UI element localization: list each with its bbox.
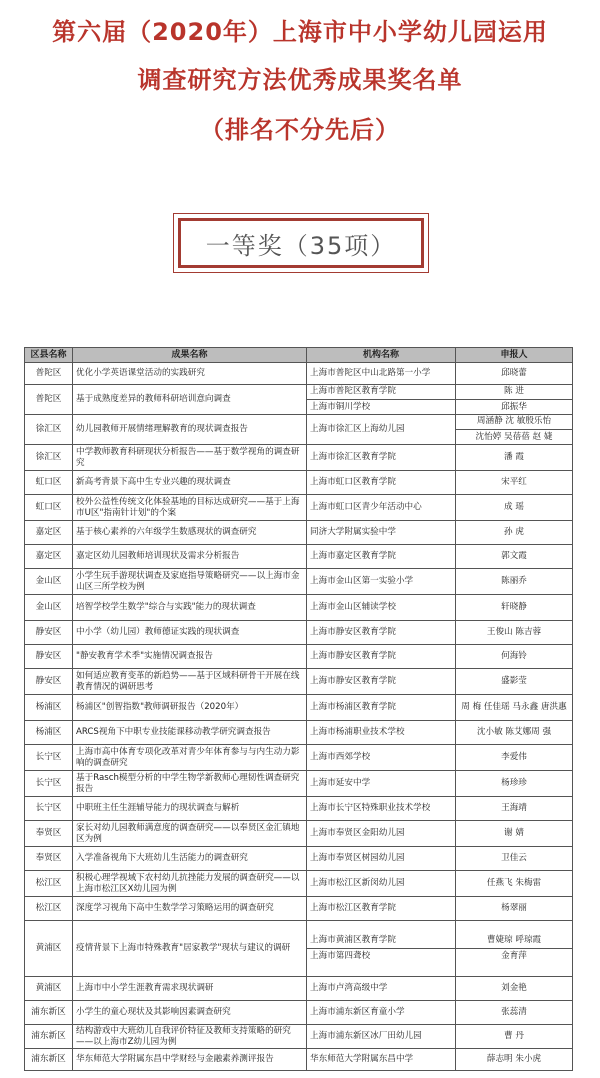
cell-org [307,645,456,669]
cell-title: 中学教师教育科研现状分析报告——基于数学视角的调查研究 [73,445,307,471]
org-list [310,574,452,589]
applicant-name: 金育萍 [456,948,572,964]
applicant-list [459,1005,569,1020]
table-row [25,871,573,897]
table-row [25,721,573,745]
applicant-list [459,549,569,564]
cell-title: 如何适应教育变革的新趋势——基于区域科研骨干开展在线教育情况的调研思考 [73,669,307,695]
applicant-list [459,500,569,515]
cell-applicant [456,847,573,871]
org-name: 上海市杨浦区教育学院 [310,702,396,712]
cell-title: 优化小学英语课堂活动的实践研究 [73,363,307,385]
cell-applicant [456,545,573,569]
org-name: 上海市静安区教育学院 [310,651,396,661]
cell-org [307,595,456,621]
org-list [310,450,452,465]
cell-org [307,821,456,847]
applicant-list [459,981,569,996]
table-row [25,921,573,977]
applicant-list [459,933,569,964]
awards-table [24,347,573,1071]
applicant-list [459,1052,569,1067]
cell-title: 小学生的童心现状及其影响因素调查研究 [73,1001,307,1025]
cell-org [307,363,456,385]
applicant-name: 曹婕琼 呼琼霞 [486,935,542,945]
applicant-name: 潘 霞 [504,452,524,462]
cell-applicant [456,645,573,669]
cell-applicant [456,797,573,821]
org-list [310,649,452,664]
applicant-name: 王俊山 陈吉蓉 [486,627,542,637]
org-name: 上海市嘉定区教育学院 [310,551,396,561]
cell-title: 基于核心素养的六年级学生数感现状的调查研究 [73,521,307,545]
org-list [310,600,452,615]
cell-org [307,745,456,771]
org-list [310,549,452,564]
cell-org [307,621,456,645]
heading-line-1: 第六届（2020年）上海市中小学幼儿园运用 [52,18,548,46]
table-row [25,1049,573,1071]
applicant-name: 孙 虎 [504,527,524,537]
cell-org [307,445,456,471]
table-header-row [25,348,573,363]
cell-district: 徐汇区 [25,415,73,445]
cell-district: 普陀区 [25,363,73,385]
cell-org [307,1001,456,1025]
cell-district: 虹口区 [25,495,73,521]
cell-district: 嘉定区 [25,521,73,545]
cell-title: 基于Rasch模型分析的中学生物学新教师心理韧性调查研究报告 [73,771,307,797]
cell-title: 上海市高中体育专项化改革对青少年体育参与与内生动力影响的调查研究 [73,745,307,771]
cell-org [307,721,456,745]
cell-applicant [456,1049,573,1071]
cell-title: 中职班主任生涯辅导能力的现状调查与解析 [73,797,307,821]
cell-applicant [456,415,573,445]
org-name: 上海市浦东新区育童小学 [310,1007,405,1017]
org-name: 上海市西郊学校 [310,752,371,762]
org-name: 上海市虹口区教育学院 [310,477,396,487]
org-name: 上海市浦东新区冰厂田幼儿园 [310,1031,422,1041]
cell-district: 徐汇区 [25,445,73,471]
cell-applicant [456,621,573,645]
heading-line-3: （排名不分先后） [200,116,400,144]
org-list [310,1052,452,1067]
cell-org [307,385,456,415]
applicant-list [459,1029,569,1044]
org-name: 上海市奉贤区金阳幼儿园 [310,828,405,838]
cell-applicant [456,771,573,797]
cell-title: 杨浦区"创智指数"教师调研报告（2020年） [73,695,307,721]
org-list [310,385,452,415]
cell-district: 黄浦区 [25,921,73,977]
org-list [310,500,452,515]
org-list [310,674,452,689]
org-list [310,851,452,866]
applicant-name: 任燕飞 朱梅雷 [486,878,542,888]
applicant-name: 郭文霞 [501,551,527,561]
applicant-name: 何海铃 [501,651,527,661]
cell-title: 新高考背景下高中生专业兴趣的现状调查 [73,471,307,495]
org-list [310,475,452,490]
org-name: 上海市长宁区特殊职业技术学校 [310,803,431,813]
cell-applicant [456,1001,573,1025]
org-list [310,725,452,740]
applicant-list [459,876,569,891]
table-row [25,1025,573,1049]
table-row [25,415,573,445]
cell-district: 虹口区 [25,471,73,495]
cell-org [307,495,456,521]
applicant-list [459,415,569,445]
cell-org [307,797,456,821]
org-name: 上海市铜川学校 [307,399,455,415]
org-list [310,750,452,765]
applicant-name: 杨翠丽 [501,903,527,913]
cell-district: 静安区 [25,669,73,695]
table-row [25,621,573,645]
cell-title: 幼儿园教师开展情绪理解教育的现状调查报告 [73,415,307,445]
org-name: 上海市第四聋校 [307,948,455,964]
org-name: 上海市静安区教育学院 [310,676,396,686]
org-name: 上海市虹口区青少年活动中心 [310,502,422,512]
cell-applicant [456,871,573,897]
org-list [310,981,452,996]
applicant-name: 杨珍珍 [501,778,527,788]
applicant-name: 邱晓蕾 [501,368,527,378]
table-row [25,745,573,771]
applicant-list [459,475,569,490]
cell-applicant [456,821,573,847]
table-row [25,595,573,621]
table-row [25,1001,573,1025]
org-list [310,525,452,540]
applicant-list [459,801,569,816]
cell-district: 普陀区 [25,385,73,415]
org-name: 上海市金山区第一实验小学 [310,576,414,586]
applicant-list [459,366,569,381]
org-list [310,366,452,381]
table-row [25,569,573,595]
cell-district: 长宁区 [25,771,73,797]
cell-applicant [456,669,573,695]
cell-applicant [456,495,573,521]
cell-applicant [456,569,573,595]
org-list [310,700,452,715]
cell-district: 松江区 [25,871,73,897]
applicant-name: 卫佳云 [501,853,527,863]
applicant-name: 刘金艳 [501,983,527,993]
table-row [25,669,573,695]
org-list [310,901,452,916]
table-row [25,847,573,871]
org-list [310,422,452,437]
cell-applicant [456,921,573,977]
cell-district: 松江区 [25,897,73,921]
applicant-list [459,649,569,664]
applicant-name: 王海靖 [501,803,527,813]
cell-title: 中小学（幼儿园）教师德证实践的现状调查 [73,621,307,645]
cell-district: 奉贤区 [25,847,73,871]
applicant-name: 陈 进 [504,386,524,396]
table-body [25,363,573,1071]
org-name: 同济大学附属实验中学 [310,527,396,537]
cell-applicant [456,745,573,771]
org-list [310,876,452,891]
applicant-list [459,525,569,540]
cell-org [307,897,456,921]
table-row [25,445,573,471]
header-district: 区县名称 [25,348,73,363]
cell-org [307,1025,456,1049]
cell-title: 培智学校学生数学"综合与实践"能力的现状调查 [73,595,307,621]
applicant-name: 陈丽乔 [501,576,527,586]
table-row [25,695,573,721]
applicant-name: 薛志明 朱小虎 [486,1054,542,1064]
applicant-list [459,700,569,715]
cell-title: "静安教育学术季"实施情况调查报告 [73,645,307,669]
org-list [310,933,452,964]
table-row [25,495,573,521]
table-row [25,797,573,821]
applicant-list [459,574,569,589]
org-name: 上海市黄浦区教育学院 [310,935,396,945]
cell-title: 嘉定区幼儿园教师培训现状及需求分析报告 [73,545,307,569]
applicant-name: 邱振华 [456,399,572,415]
cell-org [307,521,456,545]
cell-org [307,1049,456,1071]
cell-org [307,545,456,569]
applicant-name: 轩晓静 [501,602,527,612]
applicant-name: 沈小敏 陈艾娜周 强 [476,727,552,737]
applicant-name: 张蕊清 [501,1007,527,1017]
cell-title: 基于成熟度差异的教师科研培训意向调查 [73,385,307,415]
applicant-name: 谢 婧 [504,828,524,838]
cell-district: 长宁区 [25,745,73,771]
applicant-name: 曹 丹 [504,1031,524,1041]
cell-applicant [456,521,573,545]
cell-applicant [456,363,573,385]
cell-district: 浦东新区 [25,1025,73,1049]
cell-org [307,771,456,797]
cell-title: 校外公益性传统文化体验基地的目标达成研究——基于上海市U区"指南针计划"的个案 [73,495,307,521]
cell-org [307,569,456,595]
cell-title: 上海市中小学生涯教育需求现状调研 [73,977,307,1001]
cell-district: 金山区 [25,569,73,595]
applicant-name: 成 瑶 [504,502,524,512]
org-name: 上海市金山区辅读学校 [310,602,396,612]
cell-org [307,669,456,695]
table-row [25,385,573,415]
applicant-name: 周 梅 任佳瑶 马永鑫 唐洪惠 [461,702,567,712]
cell-org [307,871,456,897]
cell-district: 黄浦区 [25,977,73,1001]
org-name: 上海市奉贤区树园幼儿园 [310,853,405,863]
cell-org [307,847,456,871]
table-row [25,771,573,797]
table-row [25,545,573,569]
org-list [310,801,452,816]
applicant-list [459,750,569,765]
applicant-list [459,725,569,740]
cell-org [307,921,456,977]
org-name: 上海市徐汇区教育学院 [310,452,396,462]
cell-applicant [456,471,573,495]
table-row [25,471,573,495]
cell-district: 杨浦区 [25,721,73,745]
applicant-list [459,851,569,866]
cell-title: 积极心理学视域下农村幼儿抗挫能力发展的调查研究——以上海市松江区X幼儿园为例 [73,871,307,897]
cell-org [307,695,456,721]
applicant-name: 周涵静 沈 敏殷乐怡 [476,416,552,426]
table-row [25,821,573,847]
cell-org [307,471,456,495]
applicant-name: 宋平红 [501,477,527,487]
award-badge-inner-border [178,218,424,268]
header-org: 机构名称 [307,348,456,363]
org-name: 华东师范大学附属东昌中学 [310,1054,414,1064]
cell-district: 浦东新区 [25,1049,73,1071]
award-badge [173,213,429,273]
org-list [310,625,452,640]
applicant-list [459,776,569,791]
org-list [310,776,452,791]
applicant-list [459,625,569,640]
cell-district: 静安区 [25,645,73,669]
org-name: 上海市普陀区教育学院 [310,386,396,396]
cell-district: 金山区 [25,595,73,621]
cell-district: 嘉定区 [25,545,73,569]
cell-applicant [456,595,573,621]
applicant-list [459,826,569,841]
org-name: 上海市松江区新闵幼儿园 [310,878,405,888]
table-row [25,897,573,921]
applicant-list [459,901,569,916]
org-name: 上海市延安中学 [310,778,371,788]
org-list [310,1005,452,1020]
cell-applicant [456,385,573,415]
cell-district: 杨浦区 [25,695,73,721]
award-badge-label: 一等奖（35项） [205,231,397,260]
heading-line-2: 调查研究方法优秀成果奖名单 [137,66,463,94]
applicant-name: 盛影莹 [501,676,527,686]
applicant-list [459,385,569,415]
org-name: 上海市杨浦职业技术学校 [310,727,405,737]
cell-district: 长宁区 [25,797,73,821]
cell-title: 结构游戏中大班幼儿自我评价特征及教师支持策略的研究——以上海市Z幼儿园为例 [73,1025,307,1049]
table-row [25,645,573,669]
cell-applicant [456,695,573,721]
cell-title: 入学准备视角下大班幼儿生活能力的调查研究 [73,847,307,871]
cell-org [307,977,456,1001]
org-name: 上海市普陀区中山北路第一小学 [310,368,431,378]
cell-title: 家长对幼儿园教师满意度的调查研究——以奉贤区金汇镇地区为例 [73,821,307,847]
cell-title: 华东师范大学附属东昌中学财经与金融素养测评报告 [73,1049,307,1071]
cell-title: ARCS视角下中职专业技能课移动教学研究调查报告 [73,721,307,745]
org-name: 上海市松江区教育学院 [310,903,396,913]
org-list [310,1029,452,1044]
header-applicant: 申报人 [456,348,573,363]
cell-applicant [456,721,573,745]
applicant-list [459,450,569,465]
table-row [25,977,573,1001]
org-name: 上海市卢湾高级中学 [310,983,388,993]
cell-title: 小学生玩手游现状调查及家庭指导策略研究——以上海市金山区三所学校为例 [73,569,307,595]
applicant-name: 沈怡婷 吴蓓蓓 赵 婕 [456,429,572,445]
cell-applicant [456,977,573,1001]
cell-district: 静安区 [25,621,73,645]
table-row [25,363,573,385]
cell-applicant [456,897,573,921]
org-name: 上海市徐汇区上海幼儿园 [310,424,405,434]
org-name: 上海市静安区教育学院 [310,627,396,637]
applicant-list [459,600,569,615]
cell-applicant [456,1025,573,1049]
cell-org [307,415,456,445]
cell-title: 疫情背景下上海市特殊教育"居家教学"现状与建议的调研 [73,921,307,977]
applicant-list [459,674,569,689]
applicant-name: 李爱伟 [501,752,527,762]
cell-district: 浦东新区 [25,1001,73,1025]
cell-title: 深度学习视角下高中生数学学习策略运用的调查研究 [73,897,307,921]
table-row [25,521,573,545]
cell-applicant [456,445,573,471]
cell-district: 奉贤区 [25,821,73,847]
org-list [310,826,452,841]
header-title: 成果名称 [73,348,307,363]
